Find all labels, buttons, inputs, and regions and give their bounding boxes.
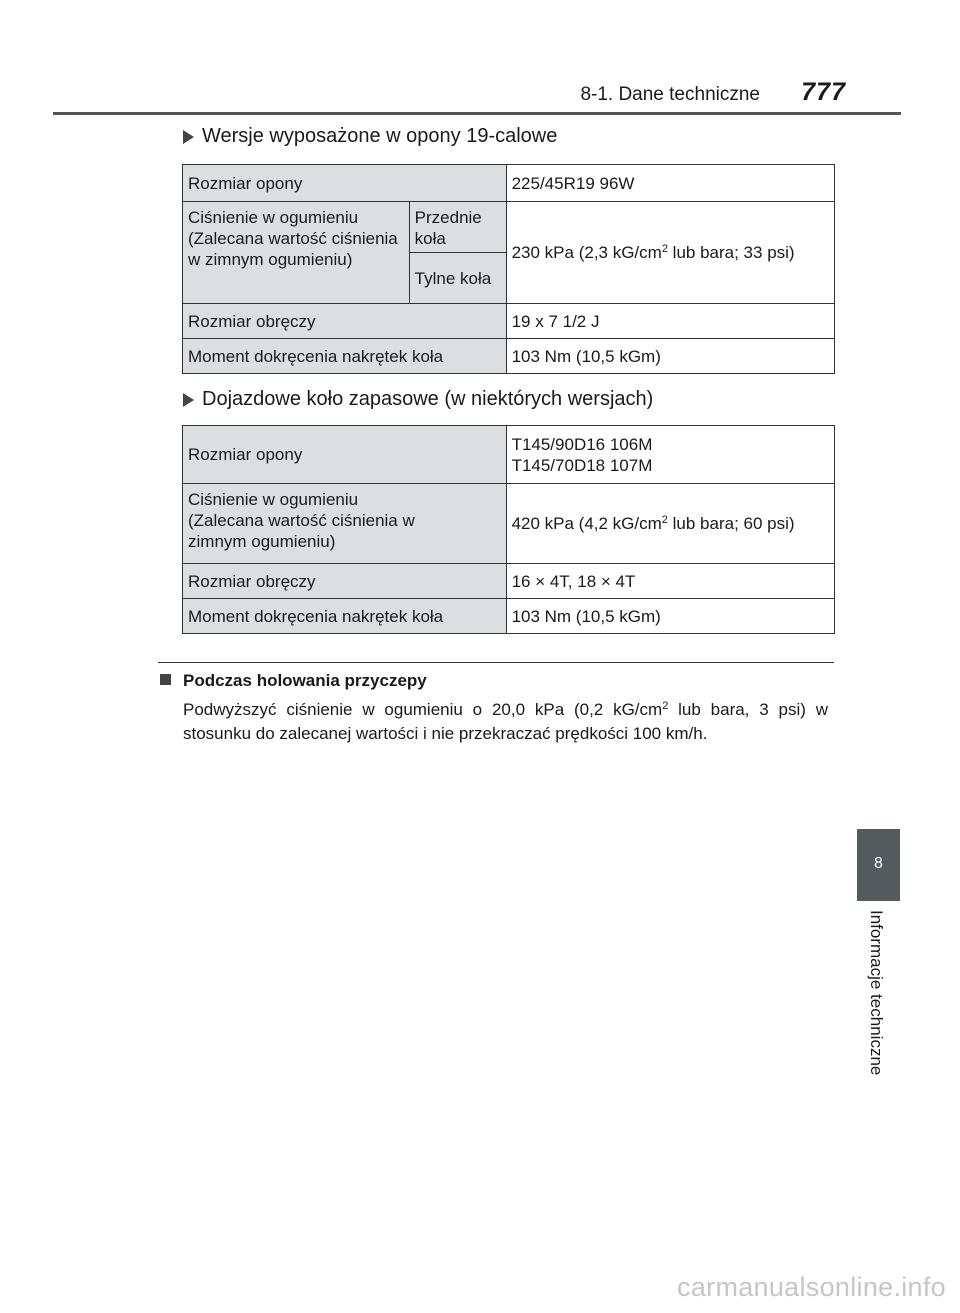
table-row [183,165,835,202]
nut-torque-value: 103 Nm (10,5 kGm) [506,339,834,374]
section-heading-19inch [183,125,557,148]
tire-size-label: Rozmiar opony [183,426,507,484]
note-body [183,698,828,746]
rim-size-value: 16 × 4T, 18 × 4T [506,564,834,599]
chapter-tab[interactable]: 8 [857,829,900,901]
tire-size-value-line: T145/70D18 107M [511,455,653,475]
tire-size-label: Rozmiar opony [183,165,507,202]
nut-torque-value: 103 Nm (10,5 kGm) [506,599,834,634]
table-row [183,564,835,599]
table-row [183,202,835,253]
chapter-tab-label: Informacje techniczne [867,910,886,1076]
note-divider [158,662,834,663]
pressure-value [506,202,834,304]
note-body-main: Podwyższyć ciśnienie w ogumieniu o 20,0 kPa (0,2 kG/cm [183,700,663,719]
note-body-tail: lub bara, 3 psi) w stosunku do zalecanej wartości i nie przekraczać prędkości 100 km/h. [183,700,828,743]
page-header [0,0,960,118]
square-bullet-icon [160,674,171,685]
pressure-value-main: 420 kPa (4,2 kG/cm [511,514,662,533]
section-heading-text: Wersje wyposażone w opony 19-calowe [202,125,558,147]
rim-size-value: 19 x 7 1/2 J [506,304,834,339]
pressure-label: Ciśnienie w ogumieniu (Zalecana wartość ciśnienia w zimnym ogumieniu) [183,484,507,564]
section-heading-text: Dojazdowe koło zapasowe (w niektórych wersjach) [202,388,654,410]
note-body-sup: 2 [662,700,669,712]
table-row [183,339,835,374]
header-rule [53,112,901,115]
table-row [183,304,835,339]
triangle-arrow-icon [183,130,194,144]
pressure-value-tail: lub bara; 60 psi) [667,514,795,533]
spec-table-spare [182,425,835,634]
pressure-value-tail: lub bara; 33 psi) [667,243,795,262]
page-number: 777 [801,78,846,106]
pressure-value [506,484,834,564]
spec-table-19inch [182,164,835,374]
triangle-arrow-icon [183,393,194,407]
section-heading-spare [183,388,653,411]
tire-size-value: 225/45R19 96W [506,165,834,202]
front-wheels-label: Przednie koła [409,202,506,253]
rim-size-label: Rozmiar obręczy [183,564,507,599]
table-row [183,599,835,634]
tire-size-value [506,426,834,484]
pressure-value-sup: 2 [661,243,668,255]
nut-torque-label: Moment dokręcenia nakrętek koła [183,339,507,374]
rim-size-label: Rozmiar obręczy [183,304,507,339]
table-row [183,484,835,564]
tire-size-value-line: T145/90D16 106M [511,434,653,454]
pressure-label: Ciśnienie w ogumieniu (Zalecana wartość ciśnienia w zimnym ogumieniu) [183,202,410,304]
nut-torque-label: Moment dokręcenia nakrętek koła [183,599,507,634]
header-section-title: 8-1. Dane techniczne [580,84,760,105]
note-title: Podczas holowania przyczepy [183,671,427,690]
rear-wheels-label: Tylne koła [409,253,506,304]
watermark: carmanualsonline.info [677,1272,946,1302]
pressure-value-main: 230 kPa (2,3 kG/cm [511,243,662,262]
pressure-value-sup: 2 [661,514,668,526]
table-row [183,426,835,484]
